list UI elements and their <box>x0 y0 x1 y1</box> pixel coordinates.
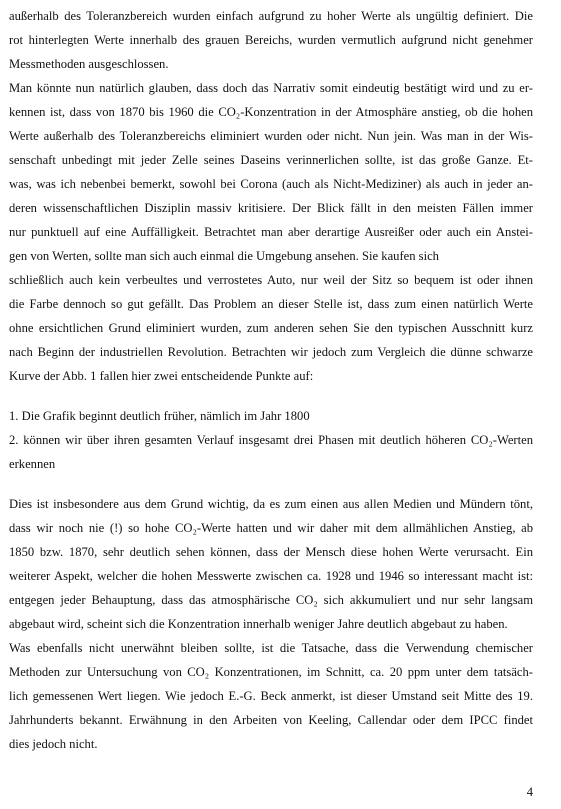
text-line: Werte außerhalb des Toleranzbereichs eliminiert wurden oder nicht. Nun jein. Was man in der Wis- <box>9 129 533 143</box>
text-line: nach Beginn der industriellen Revolution. Betrachten wir jedoch zum Vergleich die dünne schwarze <box>9 345 533 359</box>
text-line: nur punktuell auf eine Auffälligkeit. Betrachtet man aber derartige Ausreißer oder auch ein Anstei- <box>9 225 533 239</box>
text-line: Man könnte nun natürlich glauben, dass doch das Narrativ somit eindeutig bestätigt wird und zu er- <box>9 81 533 95</box>
text-line: Jahrhunderts bekannt. Erwähnung in den Arbeiten von Keeling, Callendar oder dem IPCC findet <box>9 713 533 727</box>
text-line: kennen ist, dass von 1870 bis 1960 die CO₂-Konzentration in der Atmosphäre anstieg, ob die hohen <box>9 105 533 119</box>
list-item: 1. Die Grafik beginnt deutlich früher, nämlich im Jahr 1800 <box>9 409 310 423</box>
text-line: ohne ersichtlichen Grund eliminiert wurden, zum anderen sehen Sie den typischen Ausschnitt kurz <box>9 321 533 335</box>
text-line: 1850 bzw. 1870, sehr deutlich sehen können, dass der Mensch diese hohen Werte verursacht. Ein <box>9 545 533 559</box>
text-line: abgebaut wird, scheint sich die Konzentration innerhalb weniger Jahre deutlich abgebaut zu haben. <box>9 617 508 631</box>
text-line: was, was ich nebenbei bemerkt, sowohl bei Corona (auch als Nicht-Mediziner) als auch in jeder an- <box>9 177 533 191</box>
text-line: senschaft unbedingt mit jeder Zelle seines Daseins verinnerlichen sollte, ist das große Ganze. Et- <box>9 153 533 167</box>
text-line: weiterer Aspekt, welcher die hohen Messwerte zwischen ca. 1928 und 1946 so interessant macht ist: <box>9 569 533 583</box>
text-line: Was ebenfalls nicht unerwähnt bleiben sollte, ist die Tatsache, dass die Verwendung chemischer <box>9 641 533 655</box>
list-item: 2. können wir über ihren gesamten Verlauf insgesamt drei Phasen mit deutlich höheren CO₂-Werten <box>9 433 533 447</box>
list-item-continuation: erkennen <box>9 457 56 471</box>
text-line: dass wir noch nie (!) so hohe CO₂-Werte hatten und wir daher mit dem allmählichen Anstieg, ab <box>9 521 533 535</box>
text-line: Methoden zur Untersuchung von CO₂ Konzentrationen, im Schnitt, ca. 20 ppm unter dem tatsäch- <box>9 665 533 679</box>
text-line: gen von Werten, sollte man sich auch einmal die Umgebung ansehen. Sie kaufen sich <box>9 249 439 263</box>
text-line: Kurve der Abb. 1 fallen hier zwei entscheidende Punkte auf: <box>9 369 314 383</box>
text-line: die Farbe dennoch so gut gefällt. Das Problem an dieser Stelle ist, dass zum einen natürlich Werte <box>9 297 533 311</box>
page-number: 4 <box>526 785 533 799</box>
text-line: Messmethoden ausgeschlossen. <box>9 57 169 71</box>
text-line: deren wissenschaftlichen Disziplin massiv kritisiere. Der Blick fällt in den meisten Fällen immer <box>9 201 533 215</box>
text-line: entgegen jeder Behauptung, dass das atmosphärische CO₂ sich akkumuliert und nur sehr langsam <box>9 593 533 607</box>
text-line: lich gemessenen Wert liegen. Wie jedoch E.-G. Beck anmerkt, ist dieser Umstand seit Mitte des 19. <box>9 689 533 703</box>
text-line: rot hinterlegten Werte innerhalb des grauen Bereichs, wurden vermutlich aufgrund nicht genehmer <box>9 33 533 47</box>
text-line: dies jedoch nicht. <box>9 737 98 751</box>
text-line: außerhalb des Toleranzbereich wurden einfach aufgrund zu hoher Werte als ungültig definiert. Die <box>9 9 533 23</box>
text-line: schließlich auch kein verbeultes und verrostetes Auto, nur weil der Sitz so bequem ist oder ihnen <box>9 273 533 287</box>
text-line: Dies ist insbesondere aus dem Grund wichtig, da es zum einen aus allen Medien und Mündern tönt, <box>9 497 533 511</box>
